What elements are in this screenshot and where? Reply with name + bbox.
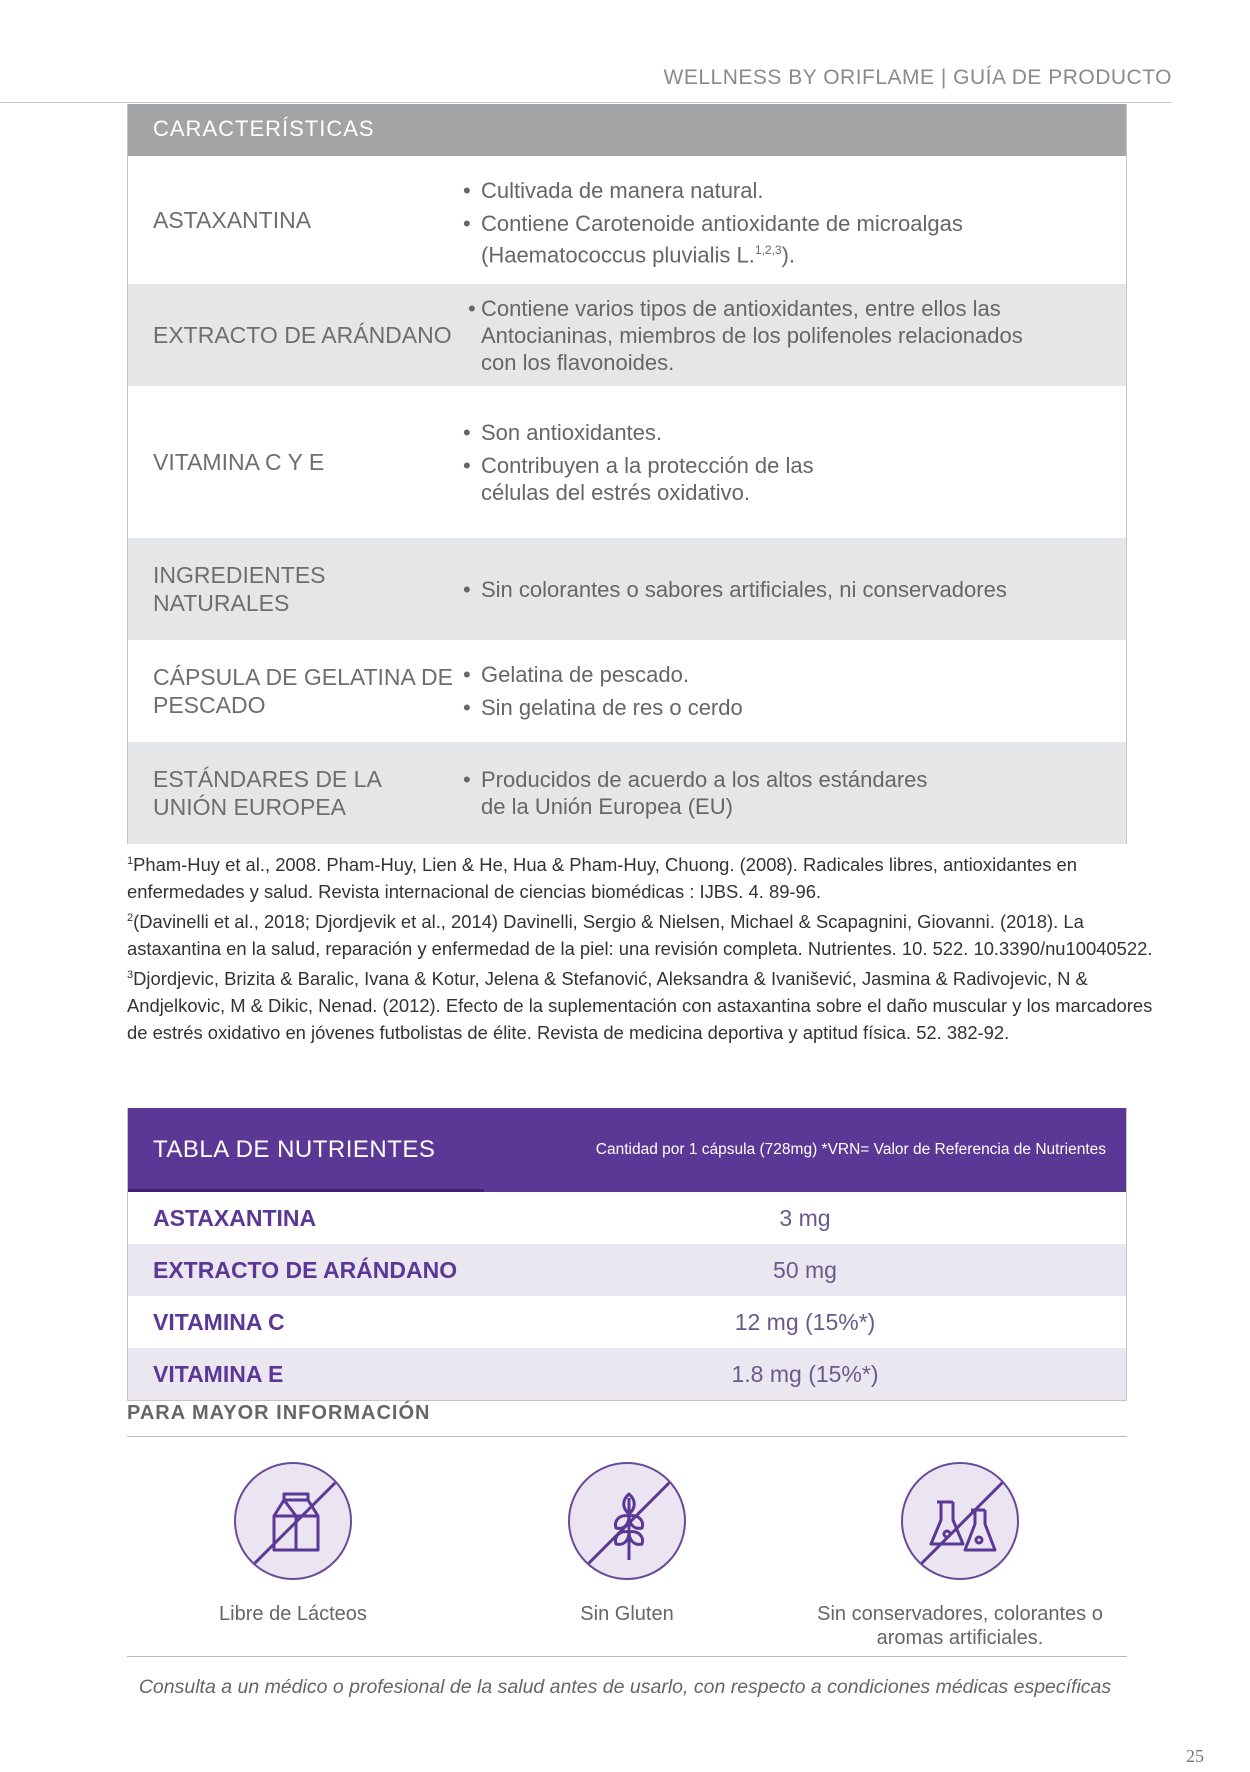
more-info-title: PARA MAYOR INFORMACIÓN [127,1402,431,1424]
nutrient-row [128,1244,1126,1296]
info-divider-bottom [127,1656,1127,1657]
char-bullet: • Contiene varios tipos de antioxidantes, entre ellos las Antocianinas, miembros de los polifenoles relacionados con los flavonoides. [458,295,1026,376]
char-row-astaxantina [128,156,1126,284]
char-row-ingredientes [128,538,1126,640]
nutrients-header [128,1108,1126,1192]
nutrient-name: VITAMINA E [153,1360,284,1387]
badge-caption: Libre de Lácteos [219,1603,367,1625]
nutrients-subtitle: Cantidad por 1 cápsula (728mg) *VRN= Valor de Referencia de Nutrientes [595,1141,1106,1158]
char-bullet: • Son antioxidantes. [453,419,876,446]
char-label: ESTÁNDARES DE LA UNIÓN EUROPEA [153,766,381,820]
nutrient-name: EXTRACTO DE ARÁNDANO [153,1256,458,1283]
nutrient-value: 3 mg [779,1204,831,1231]
nutrient-name: ASTAXANTINA [153,1204,317,1231]
characteristics-table [127,104,1127,844]
nutrient-name: VITAMINA C [153,1308,285,1335]
page-number: 25 [1186,1746,1204,1766]
header-divider [0,102,1172,103]
nutrient-row [128,1348,1126,1400]
page-header-title: WELLNESS BY ORIFLAME | GUÍA DE PRODUCTO [663,66,1172,89]
char-bullet: • Gelatina de pescado. [453,661,1126,688]
badge-no-gluten [477,1462,777,1626]
char-label: EXTRACTO DE ARÁNDANO [153,322,452,348]
char-label: CÁPSULA DE GELATINA DE PESCADO [153,664,453,718]
char-label: ASTAXANTINA [153,207,312,233]
no-gluten-icon [568,1462,686,1580]
nutrient-value: 50 mg [773,1256,837,1283]
nutrients-title: TABLA DE NUTRIENTES [153,1136,436,1163]
char-bullet: • Contribuyen a la protección de las células del estrés oxidativo. [453,452,876,506]
char-row-estandares [128,742,1126,844]
char-bullet: • Contiene Carotenoide antioxidante de microalgas [453,210,1126,237]
reference-item: $^3$Djordjevic, Brizita & Baralic, Ivana & Kotur, Jelena & Stefanović, Aleksandra & Ivanišević, Jasmina & Radivojevic, N & Andjelkovic, M & Dikic, Nenad. (2012). Efecto de la suplementación con astaxantina sobre el daño muscular y los marcadores de estrés oxidativo en jóvenes futbolistas de élite. Revista de medicina deportiva y aptitud física. 52. 382-92. [127,968,1153,1044]
nutrient-row [128,1192,1126,1244]
references [127,848,1157,1046]
char-row-vitaminas [128,386,1126,538]
char-label: VITAMINA C Y E [153,449,325,475]
badge-caption: Sin conservadores, colorantes o aromas artificiales. [817,1603,1103,1649]
nutrient-value: 1.8 mg (15%*) [731,1360,879,1387]
no-dairy-icon [234,1462,352,1580]
nutrient-value: 12 mg (15%*) [734,1308,876,1335]
char-bullet-continuation: (Haematococcus pluvialis L.$^{1,2,3}$). [481,242,796,268]
nutrient-row [128,1296,1126,1348]
no-preservatives-icon [901,1462,1019,1580]
info-divider-top [127,1436,1127,1437]
char-bullet: • Producidos de acuerdo a los altos estándares de la Unión Europea (EU) [453,766,946,820]
characteristics-heading: CARACTERÍSTICAS [128,104,1126,156]
char-bullet: • Sin gelatina de res o cerdo [453,694,1126,721]
char-bullet: • Sin colorantes o sabores artificiales, ni conservadores [453,576,1126,603]
medical-disclaimer: Consulta a un médico o profesional de la salud antes de usarlo, con respecto a condiciones médicas específicas [138,1676,1112,1698]
badge-caption: Sin Gluten [580,1603,674,1625]
nutrients-table [127,1108,1127,1401]
reference-item: $^2$(Davinelli et al., 2018; Djordjevik et al., 2014) Davinelli, Sergio & Nielsen, Michael & Scapagnini, Giovanni. (2018). La astaxantina en la salud, reparación y enfermedad de la piel: una revisión completa. Nutrientes. 10. 522. 10.3390/nu10040522. [127,911,1153,960]
char-row-arandano [128,284,1126,386]
badge-no-dairy [143,1462,443,1626]
reference-item: $^1$Pham-Huy et al., 2008. Pham-Huy, Lien & He, Hua & Pham-Huy, Chuong. (2008). Radicales libres, antioxidantes en enfermedades y salud. Revista internacional de ciencias biomédicas : IJBS. 4. 89-96. [127,854,1077,903]
char-bullet: • Cultivada de manera natural. [453,177,1126,204]
badge-no-preservatives [810,1462,1110,1650]
char-label: INGREDIENTES NATURALES [153,562,326,616]
char-row-capsula [128,640,1126,742]
